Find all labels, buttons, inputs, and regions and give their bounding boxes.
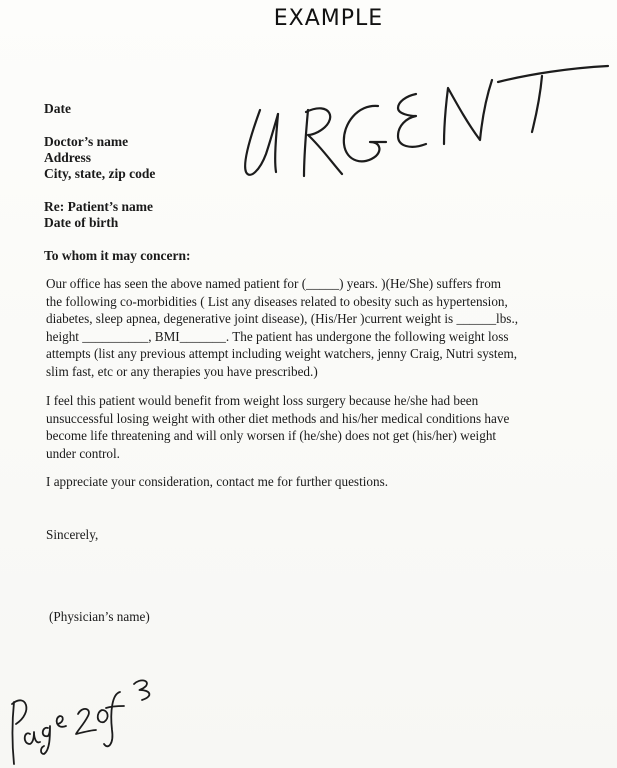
doctor-name-line: Doctor’s name <box>44 134 129 149</box>
example-title: EXAMPLE <box>273 6 384 31</box>
urgent-handwritten-stamp <box>230 62 615 192</box>
paragraph-2 <box>46 392 566 462</box>
paragraph-line: Our office has seen the above named patient for (_____) years. )(He/She) suffers from <box>46 276 502 291</box>
paragraph-3 <box>46 473 566 491</box>
paragraph-line: attempts (list any previous attempt including weight watchers, jenny Craig, Nutri system, <box>46 346 517 361</box>
paragraph-1 <box>46 275 566 380</box>
paragraph-line: I appreciate your consideration, contact me for further questions. <box>46 474 389 489</box>
closing-text: Sincerely, <box>46 527 99 542</box>
paragraph-line: the following co-morbidities ( List any diseases related to obesity such as hypertension, <box>46 293 508 309</box>
address-block <box>44 101 71 117</box>
physician-name: (Physician’s name) <box>49 609 150 624</box>
re-block <box>44 199 153 231</box>
doctor-block <box>44 134 155 182</box>
paragraph-line: height __________, BMI_______. The patient has undergone the following weight loss <box>46 328 509 344</box>
salutation <box>44 248 191 264</box>
paragraph-line: diabetes, sleep apnea, degenerative joint disease), (His/Her )current weight is ______lbs., <box>46 311 519 326</box>
page-note-handwritten <box>0 672 170 768</box>
salutation-text: To whom it may concern: <box>44 248 191 263</box>
paragraph-line: I feel this patient would benefit from weight loss surgery because he/she had been <box>46 393 479 408</box>
dob-line: Date of birth <box>44 215 119 230</box>
paragraph-line: under control. <box>46 445 120 461</box>
address-line: Address <box>44 150 92 165</box>
paragraph-line: unsuccessful losing weight with other diet methods and his/her medical conditions have <box>46 410 510 426</box>
paragraph-line: slim fast, etc or any therapies you have prescribed.) <box>46 363 318 379</box>
patient-name-line: Re: Patient’s name <box>44 199 153 214</box>
city-state-zip-line: City, state, zip code <box>44 166 156 181</box>
signature <box>49 608 569 626</box>
closing <box>46 526 566 544</box>
paragraph-line: become life threatening and will only worsen if (he/she) does not get (his/her) weight <box>46 428 497 443</box>
date-line: Date <box>44 101 71 116</box>
